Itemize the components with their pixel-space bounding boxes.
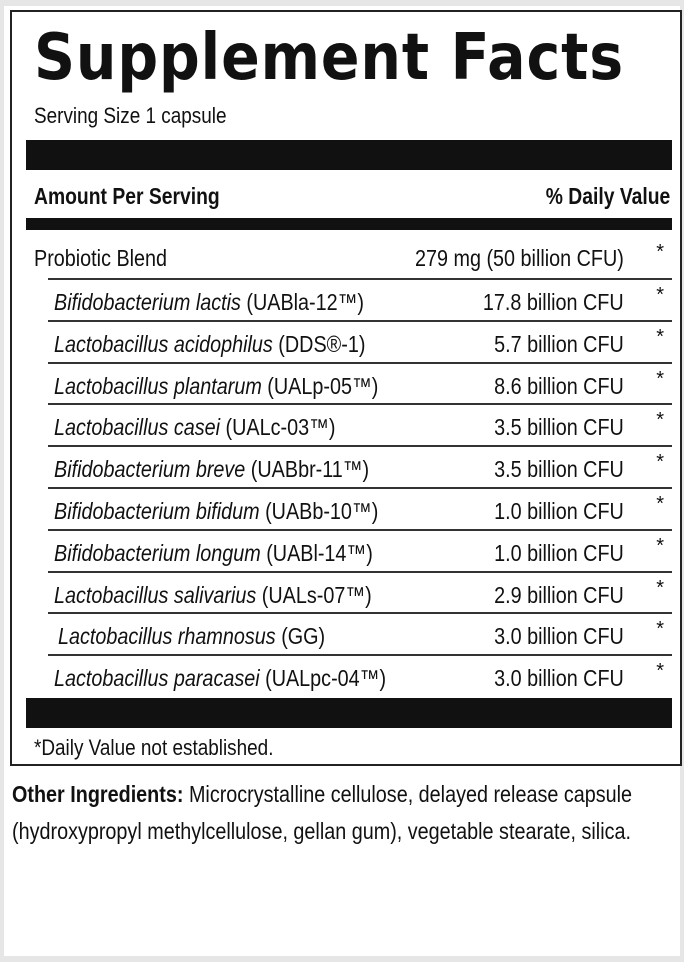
daily-value-header: % Daily Value xyxy=(545,183,670,209)
ingredient-daily-value: * xyxy=(656,660,664,683)
ingredient-name xyxy=(54,574,372,616)
ingredient-row xyxy=(26,403,672,445)
ingredient-daily-value: * xyxy=(656,325,664,348)
ingredient-daily-value: * xyxy=(656,409,664,432)
species-name: Lactobacillus salivarius xyxy=(54,581,257,608)
row-divider xyxy=(48,320,672,322)
ingredient-row xyxy=(26,571,672,613)
ingredient-amount: 1.0 billion CFU xyxy=(494,497,624,524)
serving-size: Serving Size 1 capsule xyxy=(34,103,227,128)
ingredient-daily-value: * xyxy=(656,367,664,390)
strain-code: (DDS®-1) xyxy=(278,330,366,357)
ingredient-amount: 3.5 billion CFU xyxy=(494,414,624,441)
column-header-row xyxy=(26,178,672,214)
ingredient-amount: 3.0 billion CFU xyxy=(494,623,624,650)
ingredient-list xyxy=(26,278,672,696)
blend-row xyxy=(26,238,672,278)
ingredient-name xyxy=(58,615,325,657)
strain-code: (UALc-03™) xyxy=(225,414,336,441)
other-ingredients-text: Microcrystalline cellulose, delayed release capsule (hydroxypropyl methylcellulose, gellan gum), vegetable stearate, silica. xyxy=(12,781,633,844)
ingredient-row xyxy=(26,320,672,362)
medium-divider xyxy=(26,218,672,230)
species-name: Lactobacillus casei xyxy=(54,414,221,441)
blend-amount: 279 mg (50 billion CFU) xyxy=(415,245,624,271)
ingredient-amount: 5.7 billion CFU xyxy=(494,330,624,357)
species-name: Lactobacillus rhamnosus xyxy=(58,623,276,650)
ingredient-amount: 3.0 billion CFU xyxy=(494,665,624,692)
row-divider xyxy=(48,445,672,447)
supplement-facts-panel xyxy=(10,10,682,766)
species-name: Lactobacillus plantarum xyxy=(54,372,262,399)
ingredient-row xyxy=(26,529,672,571)
amount-per-serving-header: Amount Per Serving xyxy=(34,183,220,209)
strain-code: (GG) xyxy=(281,623,326,650)
row-divider xyxy=(48,529,672,531)
species-name: Bifidobacterium lactis xyxy=(54,289,241,315)
ingredient-row xyxy=(26,445,672,487)
strain-code: (UABla-12™) xyxy=(246,289,365,315)
ingredient-daily-value: * xyxy=(656,534,664,557)
daily-value-footnote: *Daily Value not established. xyxy=(34,735,274,760)
ingredient-name xyxy=(54,406,335,448)
ingredient-amount: 17.8 billion CFU xyxy=(483,289,624,315)
ingredient-daily-value: * xyxy=(656,618,664,641)
ingredient-name xyxy=(54,490,378,532)
ingredient-row xyxy=(26,612,672,654)
ingredient-name xyxy=(54,323,365,365)
row-divider xyxy=(48,278,672,280)
strain-code: (UABb-10™) xyxy=(265,497,379,524)
ingredient-name xyxy=(54,365,378,407)
ingredient-row xyxy=(26,654,672,696)
ingredient-name xyxy=(54,532,373,574)
other-ingredients xyxy=(12,776,648,850)
thick-divider-top xyxy=(26,140,672,170)
row-divider xyxy=(48,403,672,405)
ingredient-amount: 2.9 billion CFU xyxy=(494,581,624,608)
ingredient-amount: 1.0 billion CFU xyxy=(494,539,624,566)
panel-title: Supplement Facts xyxy=(34,21,625,95)
strain-code: (UALpc-04™) xyxy=(265,665,387,692)
ingredient-name xyxy=(54,281,364,323)
ingredient-row xyxy=(26,487,672,529)
strain-code: (UALs-07™) xyxy=(261,581,372,608)
ingredient-daily-value: * xyxy=(656,451,664,474)
row-divider xyxy=(48,612,672,614)
species-name: Lactobacillus paracasei xyxy=(54,665,260,692)
ingredient-row xyxy=(26,362,672,404)
strain-code: (UABl-14™) xyxy=(266,539,373,566)
species-name: Lactobacillus acidophilus xyxy=(54,330,273,357)
row-divider xyxy=(48,654,672,656)
thick-divider-bottom xyxy=(26,698,672,728)
species-name: Bifidobacterium breve xyxy=(54,456,246,483)
ingredient-amount: 3.5 billion CFU xyxy=(494,456,624,483)
ingredient-daily-value: * xyxy=(656,492,664,515)
other-ingredients-heading: Other Ingredients: xyxy=(12,781,184,807)
row-divider xyxy=(48,487,672,489)
row-divider xyxy=(48,571,672,573)
ingredient-amount: 8.6 billion CFU xyxy=(494,372,624,399)
ingredient-name xyxy=(54,448,369,490)
strain-code: (UALp-05™) xyxy=(267,372,379,399)
ingredient-name xyxy=(54,657,386,699)
ingredient-daily-value: * xyxy=(656,576,664,599)
strain-code: (UABbr-11™) xyxy=(250,456,370,483)
blend-name: Probiotic Blend xyxy=(34,245,168,271)
species-name: Bifidobacterium longum xyxy=(54,539,261,566)
ingredient-row xyxy=(26,278,672,320)
ingredient-daily-value: * xyxy=(656,284,664,306)
row-divider xyxy=(48,362,672,364)
blend-daily-value: * xyxy=(656,241,664,263)
species-name: Bifidobacterium bifidum xyxy=(54,497,260,524)
